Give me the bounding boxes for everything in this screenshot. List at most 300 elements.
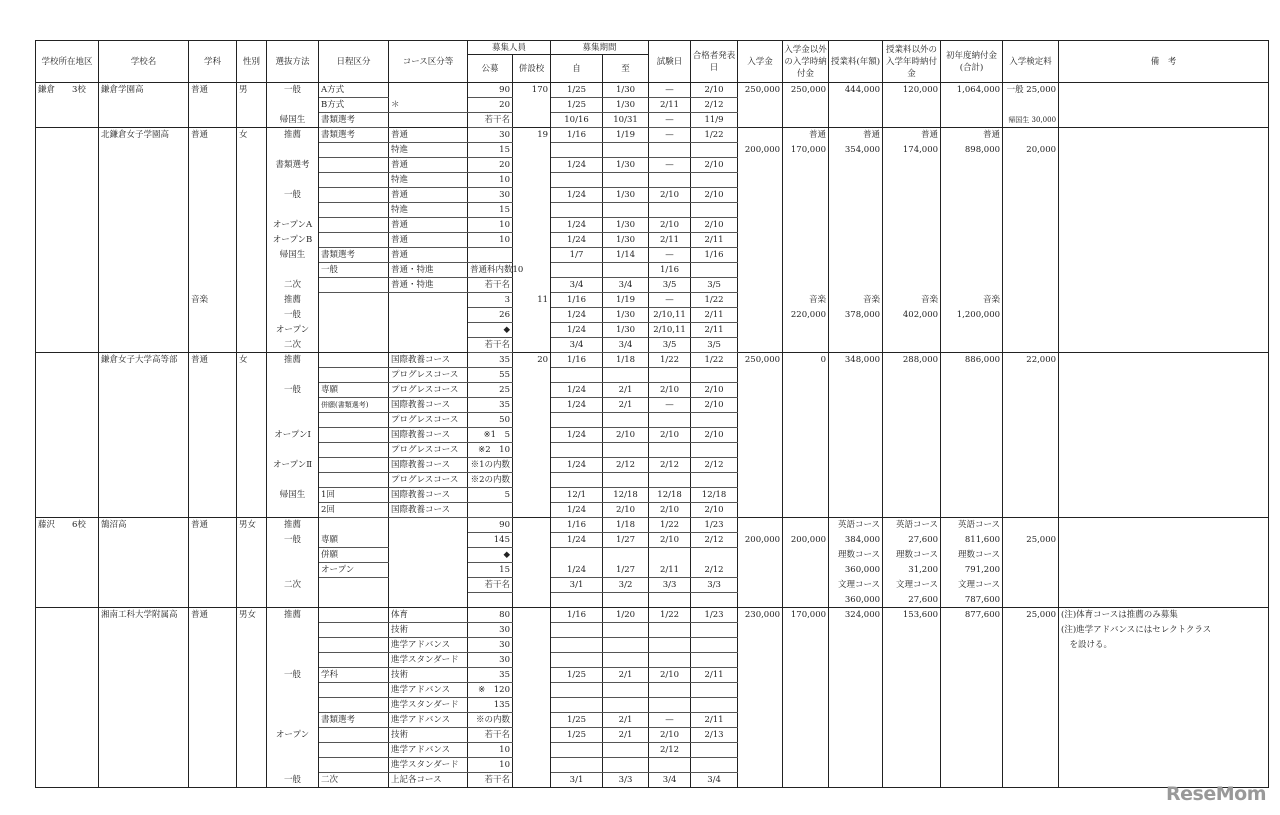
cell-other-annual: 27,600 xyxy=(883,533,941,548)
cell-to xyxy=(603,473,649,488)
cell-remarks xyxy=(1059,758,1269,773)
header-exam-fee: 入学検定料 xyxy=(1003,41,1059,83)
cell-entrance-fee: 200,000 xyxy=(738,533,783,548)
cell-remarks xyxy=(1059,473,1269,488)
table-row xyxy=(36,203,1269,218)
cell-exam: 2/12 xyxy=(649,743,691,758)
table-row xyxy=(36,758,1269,773)
cell-dept xyxy=(189,98,237,113)
cell-area xyxy=(36,728,99,743)
cell-schedule xyxy=(319,413,389,428)
cell-school: 鎌倉女子大学高等部 xyxy=(99,353,189,368)
table-row xyxy=(36,353,1269,368)
header-period: 募集期間 xyxy=(551,41,649,55)
cell-dept: 音楽 xyxy=(189,293,237,308)
table-row xyxy=(36,533,1269,548)
cell-tuition xyxy=(829,653,883,668)
cell-other-annual: 31,200 xyxy=(883,563,941,578)
cell-affiliated xyxy=(513,683,551,698)
cell-affiliated xyxy=(513,458,551,473)
cell-course: 普通 xyxy=(389,128,468,143)
cell-total: 1,064,000 xyxy=(941,83,1003,98)
cell-method: オープンB xyxy=(267,233,319,248)
cell-method: 二次 xyxy=(267,578,319,593)
cell-from xyxy=(551,683,603,698)
cell-sex xyxy=(237,203,267,218)
cell-sex xyxy=(237,683,267,698)
cell-other-entry: 0 xyxy=(783,353,829,368)
cell-remarks xyxy=(1059,713,1269,728)
cell-announce xyxy=(691,413,738,428)
cell-announce xyxy=(691,548,738,563)
cell-exam: — xyxy=(649,248,691,263)
cell-public xyxy=(468,503,513,518)
cell-other-entry: 普通 xyxy=(783,128,829,143)
cell-dept xyxy=(189,188,237,203)
cell-public xyxy=(468,593,513,608)
cell-schedule: 専願 xyxy=(319,533,389,548)
cell-schedule xyxy=(319,743,389,758)
cell-remarks xyxy=(1059,113,1269,128)
cell-method xyxy=(267,473,319,488)
cell-exam: 2/10 xyxy=(649,218,691,233)
cell-other-entry xyxy=(783,578,829,593)
cell-course xyxy=(389,533,468,548)
cell-announce xyxy=(691,683,738,698)
cell-entrance-fee xyxy=(738,428,783,443)
cell-exam-fee xyxy=(1003,458,1059,473)
cell-dept xyxy=(189,323,237,338)
cell-schedule xyxy=(319,728,389,743)
cell-course: 体育 xyxy=(389,608,468,623)
cell-public: 55 xyxy=(468,368,513,383)
cell-to xyxy=(603,548,649,563)
cell-public: 若干名 xyxy=(468,338,513,353)
cell-sex xyxy=(237,383,267,398)
cell-other-annual xyxy=(883,698,941,713)
cell-other-entry xyxy=(783,548,829,563)
cell-sex xyxy=(237,308,267,323)
cell-to xyxy=(603,443,649,458)
cell-from xyxy=(551,263,603,278)
cell-remarks xyxy=(1059,338,1269,353)
cell-public: 80 xyxy=(468,608,513,623)
cell-sex xyxy=(237,233,267,248)
cell-exam-fee xyxy=(1003,278,1059,293)
cell-public: 30 xyxy=(468,188,513,203)
header-to: 至 xyxy=(603,55,649,83)
cell-exam xyxy=(649,623,691,638)
cell-method: 帰国生 xyxy=(267,248,319,263)
cell-course: 進学アドバンス xyxy=(389,638,468,653)
cell-other-entry xyxy=(783,518,829,533)
cell-tuition xyxy=(829,458,883,473)
cell-exam-fee xyxy=(1003,98,1059,113)
cell-method: オープンA xyxy=(267,218,319,233)
cell-announce xyxy=(691,593,738,608)
cell-schedule xyxy=(319,353,389,368)
cell-sex xyxy=(237,728,267,743)
cell-area xyxy=(36,458,99,473)
cell-from xyxy=(551,743,603,758)
cell-method xyxy=(267,263,319,278)
cell-method: 帰国生 xyxy=(267,113,319,128)
cell-course: プログレスコース xyxy=(389,443,468,458)
table-row xyxy=(36,608,1269,623)
cell-tuition xyxy=(829,743,883,758)
cell-other-entry xyxy=(783,698,829,713)
cell-to: 2/1 xyxy=(603,383,649,398)
cell-from: 3/1 xyxy=(551,773,603,788)
cell-remarks xyxy=(1059,368,1269,383)
cell-exam: 3/3 xyxy=(649,578,691,593)
cell-exam: 2/10 xyxy=(649,383,691,398)
cell-other-annual xyxy=(883,413,941,428)
cell-from: 1/16 xyxy=(551,128,603,143)
cell-affiliated xyxy=(513,173,551,188)
cell-dept xyxy=(189,653,237,668)
cell-entrance-fee xyxy=(738,743,783,758)
cell-total: 普通 xyxy=(941,128,1003,143)
cell-to xyxy=(603,368,649,383)
header-schedule: 日程区分 xyxy=(319,41,389,83)
cell-sex xyxy=(237,278,267,293)
cell-school xyxy=(99,428,189,443)
cell-affiliated xyxy=(513,413,551,428)
cell-tuition: 英語コース xyxy=(829,518,883,533)
cell-announce xyxy=(691,263,738,278)
cell-to: 2/1 xyxy=(603,668,649,683)
cell-school xyxy=(99,533,189,548)
cell-to: 1/30 xyxy=(603,83,649,98)
cell-remarks xyxy=(1059,203,1269,218)
cell-remarks xyxy=(1059,98,1269,113)
cell-exam-fee xyxy=(1003,323,1059,338)
cell-method xyxy=(267,653,319,668)
cell-total xyxy=(941,278,1003,293)
cell-schedule: 1回 xyxy=(319,488,389,503)
cell-school xyxy=(99,653,189,668)
cell-to: 1/30 xyxy=(603,233,649,248)
cell-sex xyxy=(237,188,267,203)
cell-to: 1/18 xyxy=(603,353,649,368)
cell-dept xyxy=(189,548,237,563)
cell-total xyxy=(941,323,1003,338)
table-row xyxy=(36,503,1269,518)
cell-public: 145 xyxy=(468,533,513,548)
cell-entrance-fee xyxy=(738,578,783,593)
cell-from: 1/24 xyxy=(551,533,603,548)
cell-other-entry: 200,000 xyxy=(783,533,829,548)
table-body xyxy=(36,83,1269,788)
cell-to: 1/30 xyxy=(603,98,649,113)
cell-dept xyxy=(189,338,237,353)
cell-tuition: 音楽 xyxy=(829,293,883,308)
cell-remarks xyxy=(1059,653,1269,668)
cell-dept xyxy=(189,743,237,758)
cell-course xyxy=(389,593,468,608)
cell-announce: 2/10 xyxy=(691,383,738,398)
cell-other-entry xyxy=(783,218,829,233)
cell-to xyxy=(603,758,649,773)
cell-other-entry: 220,000 xyxy=(783,308,829,323)
cell-announce: 2/12 xyxy=(691,563,738,578)
cell-announce: 2/11 xyxy=(691,323,738,338)
cell-dept xyxy=(189,488,237,503)
cell-public: 30 xyxy=(468,638,513,653)
cell-dept xyxy=(189,203,237,218)
cell-remarks xyxy=(1059,83,1269,98)
cell-schedule xyxy=(319,428,389,443)
cell-schedule: 書類選考 xyxy=(319,128,389,143)
header-sex: 性別 xyxy=(237,41,267,83)
cell-affiliated: 19 xyxy=(513,128,551,143)
cell-public: 若干名 xyxy=(468,773,513,788)
cell-total xyxy=(941,728,1003,743)
cell-tuition: 354,000 xyxy=(829,143,883,158)
cell-area xyxy=(36,293,99,308)
cell-affiliated xyxy=(513,533,551,548)
cell-course: 特進 xyxy=(389,203,468,218)
cell-announce xyxy=(691,143,738,158)
cell-sex xyxy=(237,743,267,758)
cell-from: 1/24 xyxy=(551,188,603,203)
cell-other-entry xyxy=(783,758,829,773)
cell-announce: 3/3 xyxy=(691,578,738,593)
cell-entrance-fee xyxy=(738,293,783,308)
cell-tuition xyxy=(829,368,883,383)
cell-to: 1/19 xyxy=(603,293,649,308)
cell-from: 1/25 xyxy=(551,668,603,683)
cell-entrance-fee xyxy=(738,458,783,473)
cell-area xyxy=(36,698,99,713)
cell-schedule: 2回 xyxy=(319,503,389,518)
cell-remarks xyxy=(1059,323,1269,338)
cell-remarks xyxy=(1059,578,1269,593)
header-tuition: 授業料(年額) xyxy=(829,41,883,83)
table-row xyxy=(36,248,1269,263)
cell-dept xyxy=(189,143,237,158)
cell-exam-fee xyxy=(1003,443,1059,458)
cell-entrance-fee xyxy=(738,623,783,638)
cell-sex xyxy=(237,323,267,338)
header-dept: 学科 xyxy=(189,41,237,83)
cell-tuition: 378,000 xyxy=(829,308,883,323)
cell-area: 鎌倉 3校 xyxy=(36,83,99,98)
cell-entrance-fee xyxy=(738,518,783,533)
cell-dept xyxy=(189,593,237,608)
cell-to: 10/31 xyxy=(603,113,649,128)
cell-public: 30 xyxy=(468,623,513,638)
cell-remarks xyxy=(1059,218,1269,233)
cell-sex xyxy=(237,413,267,428)
cell-other-entry xyxy=(783,188,829,203)
cell-dept xyxy=(189,158,237,173)
cell-other-annual xyxy=(883,713,941,728)
cell-total xyxy=(941,98,1003,113)
cell-schedule: 併願 xyxy=(319,548,389,563)
cell-area xyxy=(36,638,99,653)
cell-course xyxy=(389,518,468,533)
cell-school xyxy=(99,578,189,593)
cell-public: 30 xyxy=(468,128,513,143)
cell-other-annual xyxy=(883,683,941,698)
cell-to: 1/30 xyxy=(603,158,649,173)
cell-exam: 2/10 xyxy=(649,188,691,203)
header-affiliated: 併設校 xyxy=(513,55,551,83)
cell-entrance-fee: 230,000 xyxy=(738,608,783,623)
table-row xyxy=(36,563,1269,578)
cell-public: 90 xyxy=(468,518,513,533)
cell-sex xyxy=(237,173,267,188)
cell-public: 25 xyxy=(468,383,513,398)
cell-other-annual xyxy=(883,623,941,638)
cell-tuition: 360,000 xyxy=(829,563,883,578)
cell-exam: 3/5 xyxy=(649,338,691,353)
cell-schedule xyxy=(319,698,389,713)
cell-remarks xyxy=(1059,398,1269,413)
cell-other-annual: 153,600 xyxy=(883,608,941,623)
cell-remarks xyxy=(1059,443,1269,458)
cell-exam-fee xyxy=(1003,698,1059,713)
cell-from: 1/16 xyxy=(551,293,603,308)
cell-exam: — xyxy=(649,713,691,728)
cell-exam xyxy=(649,593,691,608)
cell-method xyxy=(267,98,319,113)
cell-remarks xyxy=(1059,533,1269,548)
cell-exam-fee xyxy=(1003,503,1059,518)
cell-tuition xyxy=(829,203,883,218)
cell-tuition xyxy=(829,113,883,128)
cell-entrance-fee xyxy=(738,248,783,263)
cell-area xyxy=(36,278,99,293)
cell-school xyxy=(99,413,189,428)
cell-remarks xyxy=(1059,383,1269,398)
cell-affiliated xyxy=(513,218,551,233)
cell-to: 3/2 xyxy=(603,578,649,593)
cell-public: 10 xyxy=(468,743,513,758)
cell-exam: 3/5 xyxy=(649,278,691,293)
cell-school xyxy=(99,188,189,203)
cell-total: 音楽 xyxy=(941,293,1003,308)
cell-area xyxy=(36,488,99,503)
cell-area xyxy=(36,413,99,428)
cell-to: 1/30 xyxy=(603,308,649,323)
cell-dept xyxy=(189,713,237,728)
cell-affiliated xyxy=(513,698,551,713)
cell-dept xyxy=(189,383,237,398)
cell-affiliated xyxy=(513,758,551,773)
cell-tuition xyxy=(829,383,883,398)
table-row xyxy=(36,428,1269,443)
cell-other-annual xyxy=(883,218,941,233)
cell-method: オープン xyxy=(267,728,319,743)
cell-tuition xyxy=(829,773,883,788)
cell-announce: 2/10 xyxy=(691,398,738,413)
cell-total xyxy=(941,158,1003,173)
cell-other-entry xyxy=(783,428,829,443)
cell-method xyxy=(267,623,319,638)
cell-announce: 2/10 xyxy=(691,428,738,443)
cell-area xyxy=(36,548,99,563)
cell-from: 1/24 xyxy=(551,563,603,578)
cell-public: 10 xyxy=(468,173,513,188)
cell-area xyxy=(36,563,99,578)
table-row xyxy=(36,113,1269,128)
cell-to: 2/10 xyxy=(603,503,649,518)
cell-total: 787,600 xyxy=(941,593,1003,608)
cell-to: 2/10 xyxy=(603,428,649,443)
table-row xyxy=(36,578,1269,593)
cell-entrance-fee xyxy=(738,653,783,668)
cell-course: 普通 xyxy=(389,158,468,173)
cell-other-entry xyxy=(783,203,829,218)
cell-method: 一般 xyxy=(267,308,319,323)
cell-total: 886,000 xyxy=(941,353,1003,368)
cell-remarks xyxy=(1059,743,1269,758)
table-row xyxy=(36,293,1269,308)
header-public: 公募 xyxy=(468,55,513,83)
cell-tuition: 384,000 xyxy=(829,533,883,548)
cell-entrance-fee xyxy=(738,113,783,128)
cell-public: 20 xyxy=(468,98,513,113)
cell-other-annual: 文理コース xyxy=(883,578,941,593)
cell-method xyxy=(267,443,319,458)
cell-from: 1/24 xyxy=(551,398,603,413)
cell-entrance-fee: 250,000 xyxy=(738,353,783,368)
cell-schedule xyxy=(319,758,389,773)
cell-school xyxy=(99,638,189,653)
cell-from: 1/24 xyxy=(551,323,603,338)
cell-dept xyxy=(189,683,237,698)
cell-announce: 2/12 xyxy=(691,533,738,548)
table-row xyxy=(36,728,1269,743)
cell-entrance-fee xyxy=(738,488,783,503)
cell-area xyxy=(36,218,99,233)
cell-tuition xyxy=(829,473,883,488)
cell-total: 理数コース xyxy=(941,548,1003,563)
cell-dept xyxy=(189,728,237,743)
cell-tuition xyxy=(829,158,883,173)
cell-entrance-fee xyxy=(738,203,783,218)
cell-remarks xyxy=(1059,248,1269,263)
cell-entrance-fee xyxy=(738,503,783,518)
cell-course: 特進 xyxy=(389,143,468,158)
cell-sex xyxy=(237,698,267,713)
cell-course: 進学スタンダード xyxy=(389,698,468,713)
cell-to: 1/27 xyxy=(603,563,649,578)
cell-total xyxy=(941,488,1003,503)
table-row xyxy=(36,398,1269,413)
cell-from xyxy=(551,143,603,158)
cell-affiliated xyxy=(513,203,551,218)
cell-other-annual xyxy=(883,203,941,218)
cell-remarks xyxy=(1059,593,1269,608)
cell-dept xyxy=(189,773,237,788)
cell-other-annual: 288,000 xyxy=(883,353,941,368)
cell-announce: 2/11 xyxy=(691,713,738,728)
cell-schedule xyxy=(319,173,389,188)
cell-course: 普通 xyxy=(389,233,468,248)
cell-method xyxy=(267,368,319,383)
cell-affiliated xyxy=(513,653,551,668)
cell-method xyxy=(267,758,319,773)
cell-announce: 3/4 xyxy=(691,773,738,788)
cell-total: 791,200 xyxy=(941,563,1003,578)
table-row xyxy=(36,173,1269,188)
cell-public: 15 xyxy=(468,143,513,158)
cell-exam: 2/10,11 xyxy=(649,323,691,338)
